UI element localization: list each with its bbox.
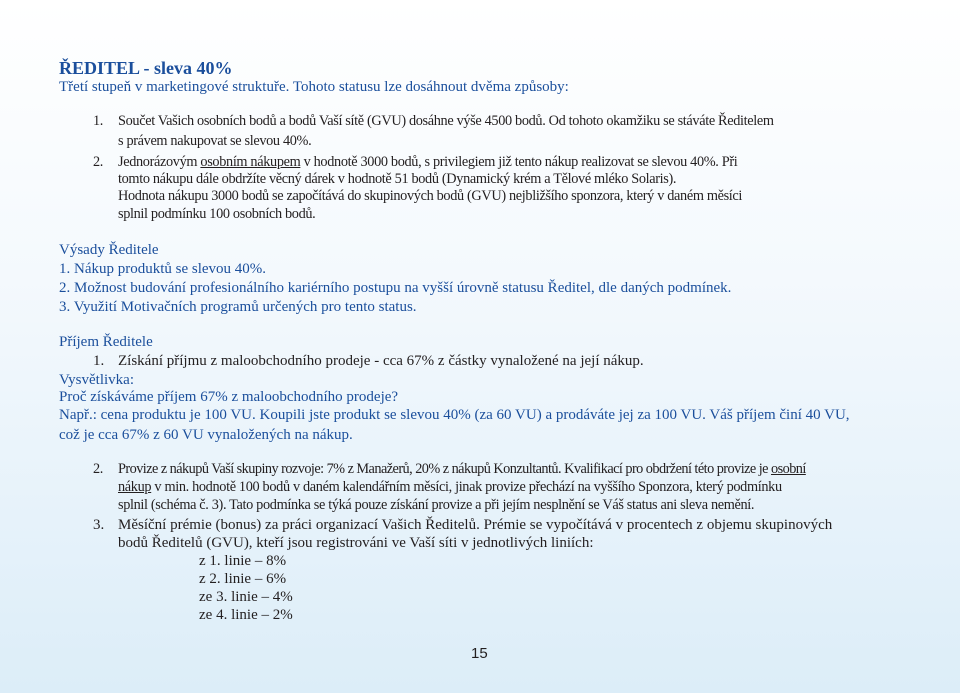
paragraph-line: Hodnota nákupu 3000 bodů se započítává do skupinových bodů (GVU) nejbližšího sponzora, který v daném měsíci — [118, 188, 743, 204]
paragraph-line: Provize z nákupů Vaší skupiny rozvoje: 7% z Manažerů, 20% z nákupů Konzultantů. Kvalifikací pro obdržení této provize je osobní — [118, 461, 806, 477]
section-heading-privileges: Výsady Ředitele — [59, 242, 159, 258]
list-item: 2. Možnost budování profesionálního kariérního postupu na vyšší úrovně statusu Ředitel, dle daných podmínek. — [59, 280, 732, 296]
page-number: 15 — [471, 645, 488, 662]
paragraph-line: bodů Ředitelů (GVU), kteří jsou registrováni ve Vaší síti v jednotlivých liniích: — [118, 535, 594, 551]
line-bonus-item: z 2. linie – 6% — [199, 571, 287, 587]
line-bonus-item: ze 4. linie – 2% — [199, 607, 293, 623]
underlined-term: nákup — [118, 479, 152, 495]
list-number: 2. — [93, 154, 104, 170]
underlined-term: osobním nákupem — [200, 154, 301, 170]
note-line: což je cca 67% z 60 VU vynaložených na nákup. — [59, 427, 353, 443]
underlined-term: osobní — [770, 461, 806, 477]
note-line: Např.: cena produktu je 100 VU. Koupili jste produkt se slevou 40% (za 60 VU) a prodáváte jej za 100 VU. Váš příjem činí 40 VU, — [59, 407, 850, 423]
list-number: 1. — [93, 113, 104, 129]
paragraph-line: Měsíční prémie (bonus) za práci organizací Vašich Ředitelů. Prémie se vypočítává v procentech z objemu skupinových — [118, 517, 833, 533]
list-item: 1. Nákup produktů se slevou 40%. — [59, 261, 267, 277]
list-number: 3. — [93, 517, 105, 533]
paragraph-line: splnil (schéma č. 3). Tato podmínka se týká pouze získání provize a při jejím nesplnění se Váš status ani sleva nemění. — [118, 497, 755, 513]
section-heading-income: Příjem Ředitele — [59, 334, 153, 350]
list-item: Získání příjmu z maloobchodního prodeje - cca 67% z částky vynaložené na její nákup. — [118, 353, 644, 369]
list-item: 3. Využití Motivačních programů určených pro tento status. — [59, 299, 417, 315]
note-heading: Vysvětlivka: — [59, 372, 134, 388]
page-title: ŘEDITEL - sleva 40% — [59, 58, 233, 78]
paragraph-line: nákup v min. hodnotě 100 bodů v daném kalendářním měsíci, jinak provize přechází na vyššího Sponzora, který podmínku — [118, 479, 782, 495]
page-subtitle: Třetí stupeň v marketingové struktuře. Tohoto statusu lze dosáhnout dvěma způsoby: — [59, 79, 569, 95]
note-line: Proč získáváme příjem 67% z maloobchodního prodeje? — [59, 389, 399, 405]
paragraph-line: Jednorázovým osobním nákupem v hodnotě 3000 bodů, s privilegiem již tento nákup realizovat se slevou 40%. Při — [118, 154, 738, 170]
paragraph-line: tomto nákupu dále obdržíte věcný dárek v hodnotě 51 bodů (Dynamický krém a Tělové mléko Solaris). — [118, 171, 677, 187]
paragraph-line: splnil podmínku 100 osobních bodů. — [118, 206, 316, 222]
line-bonus-item: z 1. linie – 8% — [199, 553, 287, 569]
list-number: 2. — [93, 461, 104, 477]
list-number: 1. — [93, 353, 105, 369]
line-bonus-item: ze 3. linie – 4% — [199, 589, 293, 605]
paragraph-line: s právem nakupovat se slevou 40%. — [118, 133, 312, 149]
paragraph-line: Součet Vašich osobních bodů a bodů Vaší sítě (GVU) dosáhne výše 4500 bodů. Od tohoto okamžiku se stáváte Ředitelem — [118, 113, 774, 129]
